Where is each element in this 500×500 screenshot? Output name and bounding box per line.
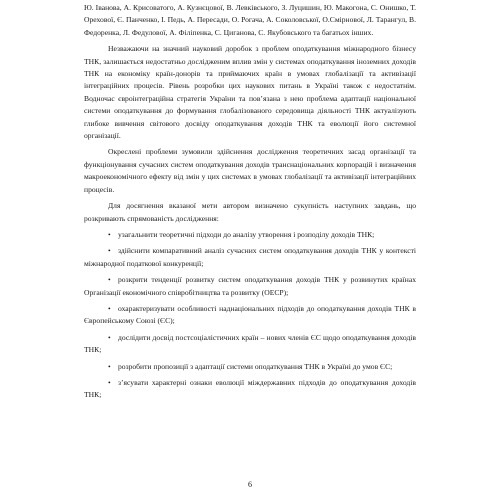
task-bullet-3 — [84, 274, 416, 299]
task-bullet-4 — [84, 303, 416, 328]
bullet-icon: • — [108, 377, 111, 387]
bullet-icon: • — [108, 246, 111, 256]
task-text: здійснити компаративний аналіз сучасних систем оподаткування доходів ТНК у контексті міжнародної податкової конкуренції; — [84, 246, 416, 268]
task-text: розробити пропозиції з адаптації системи оподаткування ТНК в Україні до умов ЄС; — [118, 361, 393, 371]
document-body — [84, 2, 416, 402]
bullet-icon: • — [108, 229, 111, 239]
task-bullet-2 — [84, 245, 416, 270]
bullet-icon: • — [108, 303, 111, 313]
task-bullet-6 — [84, 361, 416, 373]
paragraph-objective: Окреслені проблеми зумовили здійснення дослідження теоретичних засад організації та функціонування сучасних систем оподаткування доходів транснаціональних корпорацій і визначення макроекономічного ефекту від змін у цих системах в умовах глобалізації та активізації інтеграційних процесів. — [84, 147, 416, 194]
bullet-icon: • — [108, 275, 111, 285]
paragraph-problem: Незважаючи на значний науковий доробок з проблем оподаткування міжнародного бізнесу ТНК, залишається недостатньо дослідженим вплив змін у системах оподаткування іноземних доходів ТНК на економіку країн-донорів та приймаючих країн в умовах глобалізації та активізації інтеграційних процесів. Рівень розробки цих наукових питань в Україні також є недостатнім. Водночас євроінтеграційна стратегія України та пов’язана з нею проблема адаптації національної системи оподаткування до формування глобалізованого середовища діяльності ТНК актуалізують глибоке вивчення світового досвіду оподаткування доходів ТНК та еволюції його системної організації. — [84, 44, 416, 141]
paragraph-authors: Ю. Іванова, А. Крисоватого, А. Кузнєцової, В. Левківського, З. Луцишин, Ю. Макогона, С. Онишко, Т. Орехової, Є. Панченко, І. Педь, А. Пересади, О. Рогача, А. Соколовської, О.Смірнової, Л. Тарангул, В. Федоренка, Л. Федулової, А. Філіпенка, С. Циганова, С. Якубовського та багатьох інших. — [84, 3, 416, 37]
task-bullet-5 — [84, 332, 416, 357]
task-text: дослідити досвід постсоціалістичних країн – нових членів ЄС щодо оподаткування доходів ТНК; — [84, 332, 416, 355]
paragraph-tasks-intro: Для досягнення вказаної мети автором визначено сукупність наступних завдань, що розкривають спрямованість дослідження: — [84, 201, 416, 223]
task-bullet-7 — [84, 377, 416, 402]
task-text: охарактеризувати особливості наднаціональних підходів до оподаткування доходів ТНК в Європейському Союзі (ЄС); — [84, 303, 416, 326]
task-text: з’ясувати характерні ознаки еволюції міждержавних підходів до оподаткування доходів ТНК; — [84, 377, 416, 400]
bullet-icon: • — [108, 332, 111, 342]
bullet-icon: • — [108, 361, 111, 371]
page-number: 6 — [248, 480, 252, 489]
task-text: розкрити тенденції розвитку систем оподаткування доходів ТНК у розвинутих країнах Організації економічного співробітництва та розвитку (ОЕСР); — [84, 275, 416, 297]
task-bullet-1 — [84, 229, 416, 241]
task-text: узагальнити теоретичні підходи до аналізу утворення і розподілу доходів ТНК; — [118, 229, 375, 239]
